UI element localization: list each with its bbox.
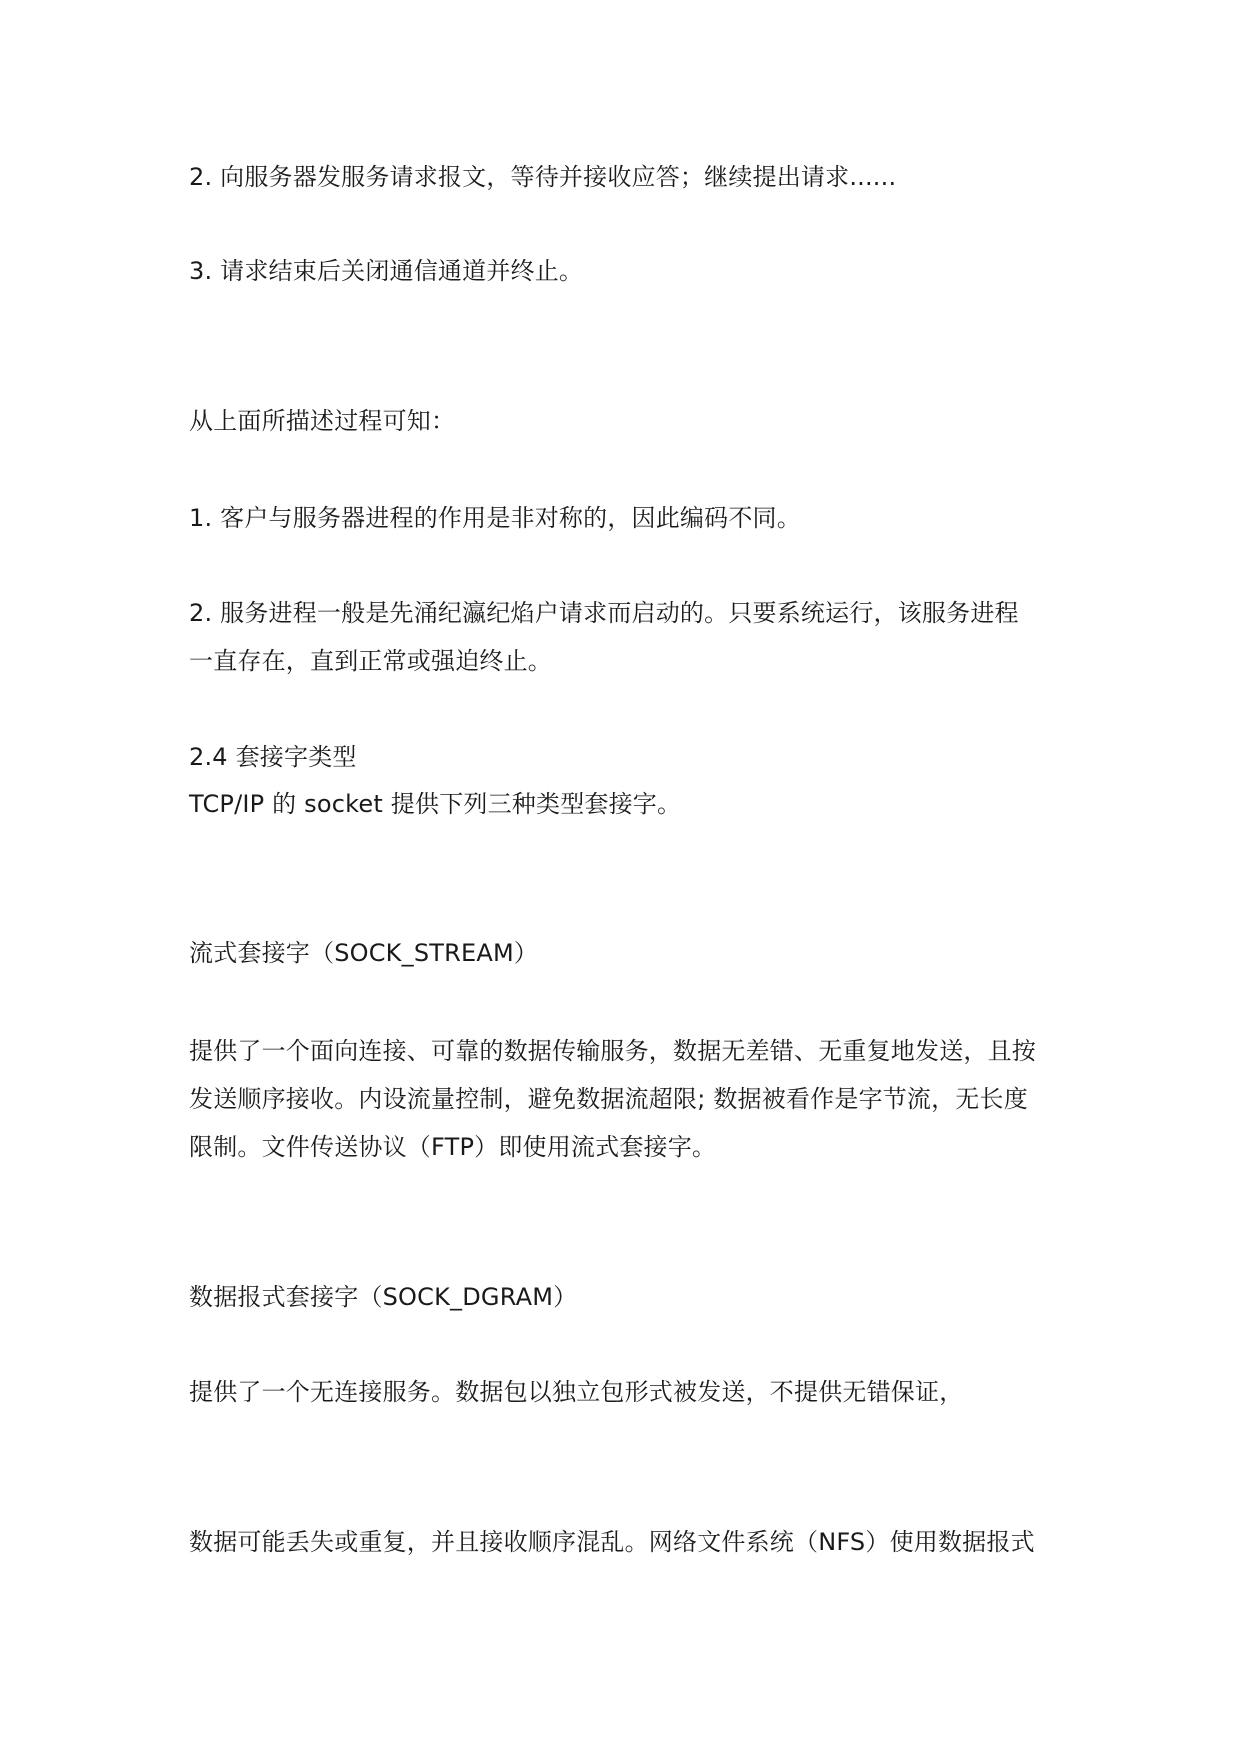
paragraph-line: 发送顺序接收。内设流量控制，避免数据流超限; 数据被看作是字节流，无长度 <box>189 1085 1028 1113</box>
paragraph-line: 1. 客户与服务器进程的作用是非对称的，因此编码不同。 <box>189 504 801 532</box>
paragraph-line: 3. 请求结束后关闭通信通道并终止。 <box>189 257 584 285</box>
paragraph-line: 数据可能丢失或重复，并且接收顺序混乱。网络文件系统（NFS）使用数据报式 <box>189 1528 1035 1556</box>
paragraph-line: 一直存在，直到正常或强迫终止。 <box>189 647 552 675</box>
paragraph-line: 2. 服务进程一般是先涌纪瀛纪焰户请求而启动的。只要系统运行，该服务进程 <box>189 599 1019 627</box>
paragraph-line: 限制。文件传送协议（FTP）即使用流式套接字。 <box>189 1133 717 1161</box>
paragraph-line: 从上面所描述过程可知： <box>189 407 456 435</box>
section-heading: 2.4 套接字类型 <box>189 743 357 771</box>
subheading: 流式套接字（SOCK_STREAM） <box>189 939 539 967</box>
paragraph-line: TCP/IP 的 socket 提供下列三种类型套接字。 <box>189 790 682 818</box>
paragraph-line: 2. 向服务器发服务请求报文，等待并接收应答；继续提出请求...... <box>189 163 897 191</box>
subheading: 数据报式套接字（SOCK_DGRAM） <box>189 1283 578 1311</box>
paragraph-line: 提供了一个面向连接、可靠的数据传输服务，数据无差错、无重复地发送，且按 <box>189 1037 1036 1065</box>
paragraph-line: 提供了一个无连接服务。数据包以独立包形式被发送，不提供无错保证， <box>189 1378 964 1406</box>
